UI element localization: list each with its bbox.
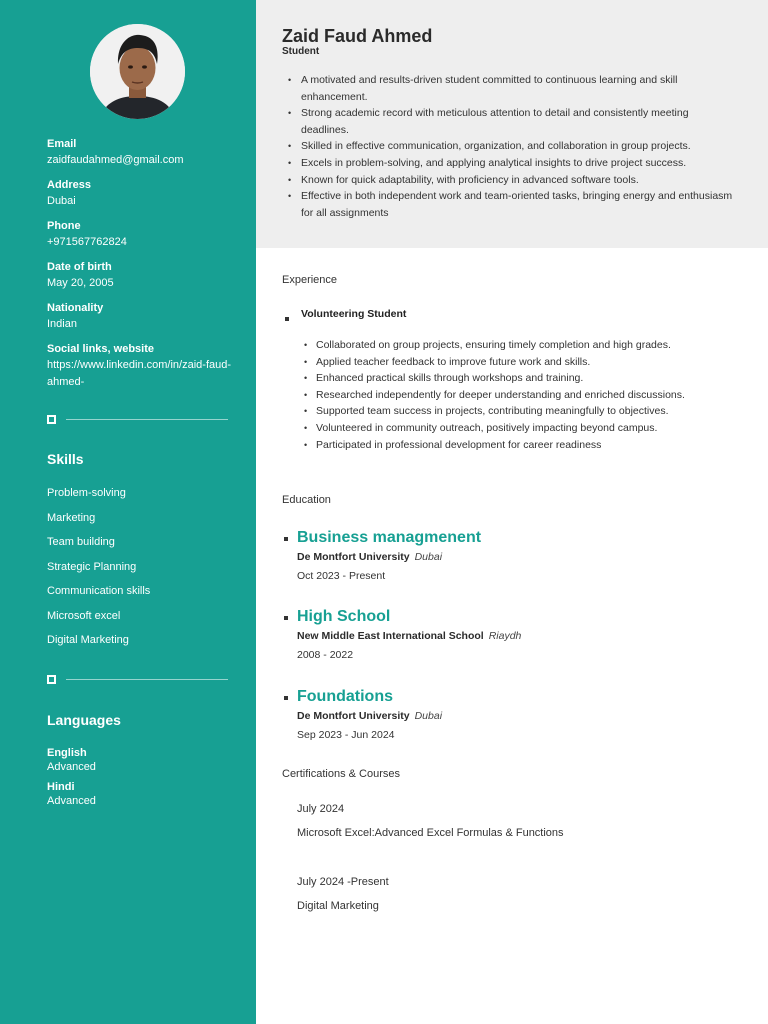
experience-points <box>297 337 737 453</box>
education-degree: High School <box>297 608 391 625</box>
education-dates: 2008 - 2022 <box>297 649 354 661</box>
experience-point: • Applied teacher feedback to improve future work and skills. <box>297 354 737 371</box>
phone-value[interactable]: +971567762824 <box>47 236 127 248</box>
experience-point: • Supported team success in projects, contributing meaningfully to objectives. <box>297 403 737 420</box>
experience-point: • Enhanced practical skills through workshops and training. <box>297 370 737 387</box>
experience-point: • Researched independently for deeper understanding and enriched discussions. <box>297 387 737 404</box>
square-bullet-icon <box>284 696 288 700</box>
nationality-label: Nationality <box>47 302 104 314</box>
contact-address <box>47 178 232 210</box>
language-name: English <box>47 747 87 759</box>
skill-item: Team building <box>47 536 115 548</box>
education-city: Dubai <box>414 710 443 722</box>
address-value: Dubai <box>47 195 76 207</box>
certification-name: Digital Marketing <box>297 900 379 912</box>
email-value[interactable]: zaidfaudahmed@gmail.com <box>47 154 184 166</box>
skill-item: Strategic Planning <box>47 560 137 573</box>
language-item <box>47 746 96 774</box>
summary-item: • Excels in problem-solving, and applying analytical insights to drive project success. <box>282 155 738 172</box>
experience-title: Volunteering Student <box>301 308 407 320</box>
experience-point: • Volunteered in community outreach, positively impacting beyond campus. <box>297 420 737 437</box>
contact-email <box>47 137 232 169</box>
education-item <box>297 607 737 662</box>
phone-label: Phone <box>47 220 81 232</box>
header <box>256 0 768 248</box>
education-city: Riaydh <box>488 630 522 642</box>
divider-line <box>66 679 228 680</box>
education-item <box>297 687 737 742</box>
skill-item: Marketing <box>47 511 96 524</box>
summary-item: • Strong academic record with meticulous attention to detail and consistently meeting deadlines. <box>282 105 738 138</box>
education-school: De Montfort University <box>297 710 410 722</box>
experience-point: • Participated in professional development for career readiness <box>297 437 737 454</box>
education-school: New Middle East International School <box>297 630 484 642</box>
certification-date: July 2024 -Present <box>297 876 389 888</box>
certification-name: Microsoft Excel:Advanced Excel Formulas & Functions <box>297 827 564 839</box>
candidate-role: Student <box>282 46 320 57</box>
address-label: Address <box>47 179 92 191</box>
square-bullet-icon <box>284 616 288 620</box>
divider-line <box>66 419 228 420</box>
certifications-heading: Certifications & Courses <box>282 768 400 780</box>
skills-list <box>47 486 150 658</box>
contact-dob <box>47 260 232 292</box>
skill-item: Microsoft excel <box>47 609 121 622</box>
education-degree: Business managmenent <box>297 529 482 546</box>
language-name: Hindi <box>47 781 75 793</box>
certification-date: July 2024 <box>297 803 345 815</box>
language-item <box>47 780 96 808</box>
contact-nationality <box>47 301 232 333</box>
summary-list <box>282 72 738 221</box>
languages-list <box>47 746 96 814</box>
contact-info <box>47 137 232 400</box>
education-school: De Montfort University <box>297 551 410 563</box>
education-city: Dubai <box>414 551 443 563</box>
skills-heading: Skills <box>47 451 84 467</box>
links-label: Social links, website <box>47 343 154 355</box>
education-degree: Foundations <box>297 688 393 705</box>
summary-item: • Skilled in effective communication, organization, and collaboration in group projects. <box>282 138 738 155</box>
education-item <box>297 528 737 583</box>
experience-point: • Collaborated on group projects, ensuring timely completion and high grades. <box>297 337 737 354</box>
nationality-value: Indian <box>47 318 77 330</box>
languages-heading: Languages <box>47 712 121 728</box>
education-school-line <box>297 550 737 564</box>
summary-item: • A motivated and results-driven student committed to continuous learning and skill enhancement. <box>282 72 738 105</box>
education-school-line <box>297 709 737 723</box>
contact-phone <box>47 219 232 251</box>
section-divider <box>47 675 228 685</box>
profile-photo <box>90 24 185 119</box>
contact-links <box>47 342 232 391</box>
certification-item <box>297 875 737 913</box>
square-icon <box>47 415 56 424</box>
language-level: Advanced <box>47 761 96 773</box>
education-heading: Education <box>282 494 331 506</box>
email-label: Email <box>47 138 77 150</box>
language-level: Advanced <box>47 795 96 807</box>
avatar-icon <box>90 24 185 119</box>
skill-item: Digital Marketing <box>47 634 129 646</box>
square-bullet-icon <box>284 537 288 541</box>
education-dates: Oct 2023 - Present <box>297 570 386 582</box>
candidate-name: Zaid Faud Ahmed <box>282 26 433 46</box>
education-school-line <box>297 629 737 643</box>
dob-value: May 20, 2005 <box>47 277 114 289</box>
experience-heading: Experience <box>282 274 338 286</box>
education-dates: Sep 2023 - Jun 2024 <box>297 729 395 741</box>
dob-label: Date of birth <box>47 261 112 273</box>
skill-item: Problem-solving <box>47 487 126 499</box>
certification-item <box>297 802 737 840</box>
summary-item: • Known for quick adaptability, with proficiency in advanced software tools. <box>282 172 738 189</box>
square-bullet-icon <box>285 317 289 321</box>
square-icon <box>47 675 56 684</box>
sidebar <box>0 0 256 1024</box>
skill-item: Communication skills <box>47 585 151 597</box>
section-divider <box>47 415 228 425</box>
summary-item: • Effective in both independent work and team-oriented tasks, bringing energy and enthusiasm for all assignments <box>282 188 738 221</box>
linkedin-link[interactable]: https://www.linkedin.com/in/zaid-faud-ahmed- <box>47 359 232 388</box>
